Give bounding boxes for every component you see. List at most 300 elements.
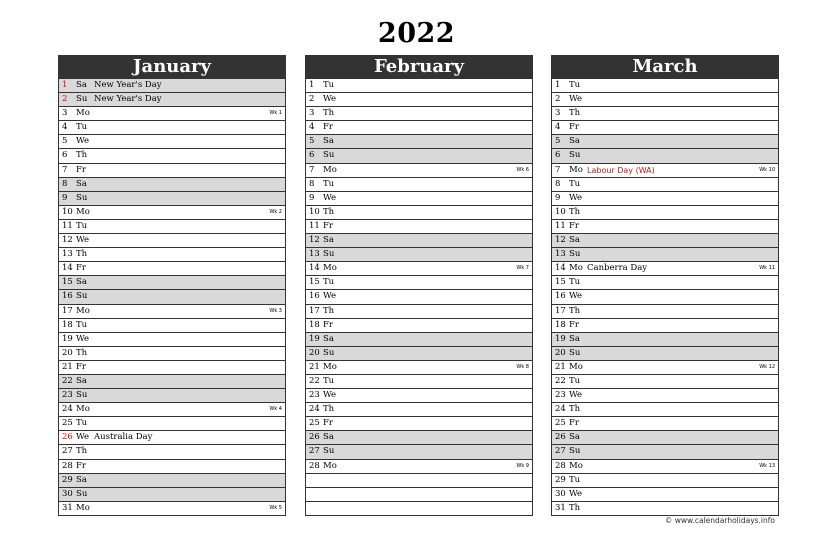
day-number: 16 — [62, 291, 73, 302]
day-of-week: Th — [323, 108, 335, 119]
day-number: 20 — [309, 347, 320, 358]
day-number: 27 — [62, 446, 73, 457]
day-row — [59, 135, 285, 149]
day-row — [306, 431, 532, 445]
holiday-label: New Year's Day — [94, 94, 162, 105]
week-number: Wk 4 — [269, 406, 282, 413]
day-row — [59, 305, 285, 319]
day-number: 26 — [309, 432, 320, 443]
day-row — [552, 262, 778, 276]
day-number: 6 — [62, 150, 68, 161]
day-of-week: Tu — [569, 277, 581, 288]
day-row — [552, 107, 778, 121]
day-number: 9 — [309, 192, 315, 203]
day-row — [306, 220, 532, 234]
day-row — [59, 474, 285, 488]
day-of-week: Tu — [323, 80, 335, 90]
week-number: Wk 2 — [269, 208, 282, 215]
day-of-week: Fr — [76, 460, 86, 471]
day-number: 8 — [309, 178, 315, 189]
day-row — [552, 164, 778, 178]
week-number: Wk 3 — [269, 307, 282, 314]
day-of-week: Sa — [76, 474, 87, 485]
day-number: 11 — [555, 220, 566, 231]
day-number: 1 — [309, 80, 315, 90]
day-row — [306, 389, 532, 403]
day-of-week: Th — [569, 206, 581, 217]
day-row — [306, 248, 532, 262]
day-number: 4 — [555, 122, 561, 133]
day-of-week: Mo — [569, 263, 583, 274]
day-number: 6 — [555, 150, 561, 161]
day-of-week: Mo — [76, 108, 90, 119]
day-of-week: Th — [76, 249, 88, 260]
day-number: 23 — [309, 390, 320, 401]
day-number: 4 — [62, 122, 68, 133]
day-number: 30 — [555, 488, 566, 499]
day-of-week: Mo — [323, 263, 337, 274]
day-of-week: Su — [76, 488, 88, 499]
day-row — [59, 502, 285, 516]
day-of-week: Mo — [323, 361, 337, 372]
day-number: 25 — [309, 418, 320, 429]
day-number: 14 — [555, 263, 566, 274]
day-of-week: Th — [569, 108, 581, 119]
day-row — [306, 262, 532, 276]
day-row — [59, 431, 285, 445]
day-number: 10 — [555, 206, 566, 217]
day-of-week: Su — [323, 446, 335, 457]
day-number: 28 — [555, 460, 566, 471]
day-row — [306, 417, 532, 431]
week-number: Wk 8 — [516, 363, 529, 370]
day-row — [306, 135, 532, 149]
day-row — [552, 389, 778, 403]
day-row — [306, 488, 532, 502]
day-row — [59, 347, 285, 361]
day-of-week: Sa — [323, 235, 334, 246]
day-of-week: Su — [569, 446, 581, 457]
day-number: 24 — [62, 404, 73, 415]
copyright-footer: © www.calendarholidays.info — [664, 516, 775, 525]
day-of-week: Sa — [76, 80, 87, 90]
day-number: 8 — [62, 178, 68, 189]
day-of-week: Mo — [323, 164, 337, 175]
week-number: Wk 12 — [759, 363, 775, 370]
day-of-week: Tu — [76, 122, 88, 133]
day-number: 14 — [309, 263, 320, 274]
day-of-week: Sa — [569, 333, 580, 344]
day-number: 22 — [62, 375, 73, 386]
day-number: 5 — [62, 136, 68, 147]
week-number: Wk 9 — [516, 462, 529, 469]
day-row — [306, 347, 532, 361]
day-number: 7 — [62, 164, 68, 175]
day-of-week: We — [76, 136, 90, 147]
day-number: 2 — [309, 94, 315, 105]
day-of-week: Mo — [76, 206, 90, 217]
day-number: 12 — [309, 235, 320, 246]
day-row — [59, 79, 285, 93]
day-row — [552, 149, 778, 163]
day-number: 23 — [62, 390, 73, 401]
day-number: 14 — [62, 263, 73, 274]
day-of-week: Fr — [569, 319, 579, 330]
day-of-week: Tu — [76, 319, 88, 330]
day-number: 9 — [62, 192, 68, 203]
day-row — [306, 79, 532, 93]
day-row — [552, 403, 778, 417]
week-number: Wk 6 — [516, 166, 529, 173]
holiday-label: New Year's Day — [94, 80, 162, 90]
day-row — [552, 431, 778, 445]
month-column-january — [58, 55, 286, 516]
day-of-week: Sa — [76, 375, 87, 386]
day-row — [59, 290, 285, 304]
day-of-week: Tu — [323, 178, 335, 189]
day-row — [306, 178, 532, 192]
day-number: 23 — [555, 390, 566, 401]
day-row — [306, 460, 532, 474]
day-of-week: Su — [323, 249, 335, 260]
day-number: 18 — [309, 319, 320, 330]
day-of-week: Su — [569, 347, 581, 358]
day-number: 26 — [555, 432, 566, 443]
day-of-week: Th — [76, 150, 88, 161]
day-of-week: Fr — [569, 418, 579, 429]
day-row — [306, 474, 532, 488]
day-row — [552, 460, 778, 474]
day-row — [306, 361, 532, 375]
day-row — [306, 149, 532, 163]
day-of-week: Sa — [323, 432, 334, 443]
day-number: 27 — [555, 446, 566, 457]
day-row — [306, 333, 532, 347]
day-row — [552, 206, 778, 220]
day-of-week: We — [76, 432, 90, 443]
week-number: Wk 1 — [269, 110, 282, 117]
day-of-week: Th — [569, 502, 581, 513]
day-row — [59, 192, 285, 206]
day-number: 5 — [309, 136, 315, 147]
month-column-march — [551, 55, 779, 516]
day-row — [552, 474, 778, 488]
day-number: 3 — [309, 108, 315, 119]
day-of-week: Fr — [76, 164, 86, 175]
day-of-week: Su — [323, 347, 335, 358]
day-number: 28 — [309, 460, 320, 471]
day-row — [59, 445, 285, 459]
day-of-week: Su — [76, 390, 88, 401]
day-of-week: Su — [76, 192, 88, 203]
day-row — [59, 403, 285, 417]
day-row — [59, 460, 285, 474]
day-row — [552, 347, 778, 361]
day-of-week: Tu — [569, 178, 581, 189]
day-number: 9 — [555, 192, 561, 203]
day-of-week: Sa — [569, 432, 580, 443]
day-of-week: Th — [76, 347, 88, 358]
day-number: 6 — [309, 150, 315, 161]
day-row — [59, 375, 285, 389]
day-of-week: We — [323, 390, 337, 401]
day-row — [552, 220, 778, 234]
day-row — [306, 445, 532, 459]
day-number: 15 — [62, 277, 73, 288]
day-row — [552, 305, 778, 319]
day-row — [552, 178, 778, 192]
day-row — [306, 403, 532, 417]
day-of-week: Tu — [569, 474, 581, 485]
day-of-week: Th — [76, 446, 88, 457]
day-row — [306, 121, 532, 135]
day-row — [59, 488, 285, 502]
day-number: 31 — [555, 502, 566, 513]
day-list — [551, 79, 779, 516]
day-row — [59, 149, 285, 163]
day-of-week: Tu — [569, 375, 581, 386]
day-of-week: Fr — [323, 122, 333, 133]
day-row — [59, 361, 285, 375]
day-number: 29 — [555, 474, 566, 485]
day-of-week: We — [569, 488, 583, 499]
day-of-week: We — [569, 291, 583, 302]
day-of-week: Sa — [323, 136, 334, 147]
day-number: 29 — [62, 474, 73, 485]
day-number: 19 — [309, 333, 320, 344]
day-of-week: Th — [323, 206, 335, 217]
day-row — [552, 290, 778, 304]
week-number: Wk 7 — [516, 265, 529, 272]
day-row — [552, 276, 778, 290]
day-list — [305, 79, 533, 516]
day-row — [306, 276, 532, 290]
day-row — [59, 333, 285, 347]
day-row — [552, 502, 778, 516]
day-of-week: We — [76, 235, 90, 246]
day-of-week: Sa — [569, 235, 580, 246]
day-number: 16 — [555, 291, 566, 302]
day-row — [552, 192, 778, 206]
day-of-week: Tu — [76, 220, 88, 231]
day-of-week: Tu — [323, 375, 335, 386]
day-row — [306, 93, 532, 107]
day-row — [306, 192, 532, 206]
day-of-week: Tu — [323, 277, 335, 288]
day-row — [306, 502, 532, 516]
day-row — [552, 488, 778, 502]
day-row — [306, 107, 532, 121]
day-row — [552, 333, 778, 347]
day-of-week: Su — [76, 291, 88, 302]
day-of-week: Mo — [323, 460, 337, 471]
day-number: 7 — [309, 164, 315, 175]
day-of-week: We — [569, 192, 583, 203]
day-number: 18 — [555, 319, 566, 330]
day-of-week: Su — [76, 94, 88, 105]
day-row — [306, 206, 532, 220]
day-of-week: Fr — [569, 220, 579, 231]
day-number: 5 — [555, 136, 561, 147]
day-number: 4 — [309, 122, 315, 133]
day-of-week: Mo — [76, 305, 90, 316]
day-row — [59, 276, 285, 290]
day-number: 21 — [62, 361, 73, 372]
day-of-week: Fr — [323, 319, 333, 330]
day-of-week: Th — [569, 404, 581, 415]
day-row — [59, 262, 285, 276]
month-header: February — [305, 55, 533, 79]
day-row — [59, 93, 285, 107]
day-number: 2 — [62, 94, 68, 105]
day-row — [59, 248, 285, 262]
day-row — [552, 417, 778, 431]
day-number: 15 — [555, 277, 566, 288]
day-number: 7 — [555, 164, 561, 175]
day-number: 21 — [555, 361, 566, 372]
day-number: 24 — [309, 404, 320, 415]
day-number: 17 — [555, 305, 566, 316]
day-number: 16 — [309, 291, 320, 302]
holiday-label: Australia Day — [94, 432, 153, 443]
day-row — [59, 107, 285, 121]
day-number: 19 — [555, 333, 566, 344]
day-of-week: Mo — [569, 361, 583, 372]
day-number: 22 — [309, 375, 320, 386]
day-number: 15 — [309, 277, 320, 288]
day-number: 12 — [555, 235, 566, 246]
day-row — [552, 135, 778, 149]
day-row — [306, 290, 532, 304]
day-of-week: We — [323, 94, 337, 105]
day-number: 1 — [62, 80, 68, 90]
holiday-label: Labour Day (WA) — [587, 165, 655, 175]
day-row — [552, 121, 778, 135]
day-row — [59, 206, 285, 220]
day-of-week: Sa — [76, 277, 87, 288]
day-of-week: Th — [323, 305, 335, 316]
day-row — [59, 178, 285, 192]
day-number: 12 — [62, 235, 73, 246]
day-row — [59, 164, 285, 178]
day-of-week: Sa — [323, 333, 334, 344]
day-number: 2 — [555, 94, 561, 105]
day-of-week: Fr — [323, 220, 333, 231]
day-of-week: Tu — [569, 80, 581, 90]
day-number: 27 — [309, 446, 320, 457]
day-number: 19 — [62, 333, 73, 344]
week-number: Wk 11 — [759, 265, 775, 272]
day-row — [552, 79, 778, 93]
day-row — [552, 361, 778, 375]
day-number: 10 — [309, 206, 320, 217]
day-row — [59, 234, 285, 248]
week-number: Wk 13 — [759, 462, 775, 469]
day-of-week: Sa — [569, 136, 580, 147]
day-of-week: Sa — [76, 178, 87, 189]
day-row — [306, 234, 532, 248]
day-list — [58, 79, 286, 516]
day-of-week: Su — [569, 249, 581, 260]
day-of-week: Fr — [76, 263, 86, 274]
day-of-week: Su — [569, 150, 581, 161]
day-number: 28 — [62, 460, 73, 471]
day-number: 25 — [62, 418, 73, 429]
day-number: 21 — [309, 361, 320, 372]
day-row — [552, 445, 778, 459]
day-number: 24 — [555, 404, 566, 415]
day-row — [59, 220, 285, 234]
day-of-week: Fr — [323, 418, 333, 429]
day-of-week: Fr — [76, 361, 86, 372]
day-row — [59, 389, 285, 403]
day-number: 8 — [555, 178, 561, 189]
month-column-february — [305, 55, 533, 516]
holiday-label: Canberra Day — [587, 263, 648, 274]
month-header: March — [551, 55, 779, 79]
day-number: 10 — [62, 206, 73, 217]
day-row — [552, 234, 778, 248]
day-number: 22 — [555, 375, 566, 386]
day-of-week: Mo — [569, 164, 583, 175]
day-number: 13 — [62, 249, 73, 260]
day-number: 3 — [555, 108, 561, 119]
day-of-week: Th — [323, 404, 335, 415]
day-number: 13 — [555, 249, 566, 260]
day-row — [306, 164, 532, 178]
day-row — [306, 319, 532, 333]
day-of-week: Mo — [76, 502, 90, 513]
day-row — [552, 375, 778, 389]
day-number: 3 — [62, 108, 68, 119]
day-number: 1 — [555, 80, 561, 90]
day-row — [59, 319, 285, 333]
day-of-week: We — [76, 333, 90, 344]
day-of-week: Mo — [76, 404, 90, 415]
calendar-year-title: 2022 — [377, 18, 456, 49]
day-of-week: We — [569, 390, 583, 401]
day-number: 20 — [62, 347, 73, 358]
day-row — [306, 375, 532, 389]
day-number: 17 — [309, 305, 320, 316]
day-number: 20 — [555, 347, 566, 358]
day-number: 25 — [555, 418, 566, 429]
day-number: 11 — [62, 220, 73, 231]
week-number: Wk 5 — [269, 504, 282, 511]
day-row — [552, 93, 778, 107]
day-number: 11 — [309, 220, 320, 231]
day-of-week: Mo — [569, 460, 583, 471]
month-header: January — [58, 55, 286, 79]
day-row — [306, 305, 532, 319]
day-row — [59, 417, 285, 431]
day-of-week: Th — [569, 305, 581, 316]
day-number: 13 — [309, 249, 320, 260]
day-row — [59, 121, 285, 135]
week-number: Wk 10 — [759, 166, 775, 173]
day-of-week: Fr — [569, 122, 579, 133]
day-of-week: We — [569, 94, 583, 105]
day-number: 18 — [62, 319, 73, 330]
day-number: 30 — [62, 488, 73, 499]
day-number: 26 — [62, 432, 73, 443]
day-number: 31 — [62, 502, 73, 513]
day-row — [552, 248, 778, 262]
day-of-week: We — [323, 291, 337, 302]
day-of-week: Tu — [76, 418, 88, 429]
day-of-week: We — [323, 192, 337, 203]
day-row — [552, 319, 778, 333]
